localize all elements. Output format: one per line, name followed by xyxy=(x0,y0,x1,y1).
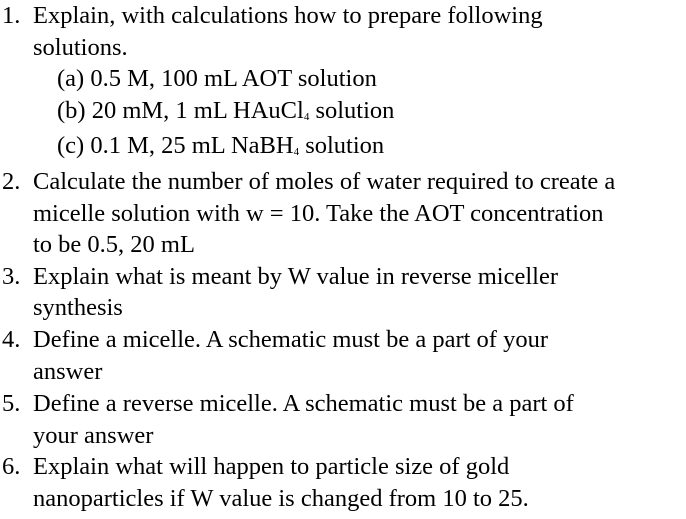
question-6-text-1: Explain what will happen to particle size of gold xyxy=(33,453,510,480)
question-3-text-1: Explain what is meant by W value in reverse miceller xyxy=(33,263,558,290)
item-b-text: (b) 20 mM, 1 mL HAuCl xyxy=(57,97,304,124)
question-1-item-b xyxy=(57,95,394,127)
question-6-number: 6. xyxy=(2,453,21,480)
question-3-number: 3. xyxy=(2,263,21,290)
question-2-text-3: to be 0.5, 20 mL xyxy=(33,231,195,258)
item-b-subscript: 4 xyxy=(303,111,310,123)
question-4-text-1: Define a micelle. A schematic must be a part of your xyxy=(33,326,549,353)
item-c-text: (c) 0.1 M, 25 mL NaBH xyxy=(57,132,294,159)
question-1-item-a xyxy=(57,63,377,95)
question-5-text-1: Define a reverse micelle. A schematic must be a part of xyxy=(33,390,574,417)
item-a-text: (a) 0.5 M, 100 mL AOT solution xyxy=(57,65,377,92)
question-4-text-2: answer xyxy=(33,358,103,385)
question-2-text-1: Calculate the number of moles of water required to create a xyxy=(33,168,616,195)
item-c-suffix: solution xyxy=(299,132,385,159)
question-1-number: 1. xyxy=(2,2,21,29)
item-b-suffix: solution xyxy=(309,97,395,124)
question-1-text-2: solutions. xyxy=(33,34,128,61)
question-2-text-2: micelle solution with w = 10. Take the AOT concentration xyxy=(33,200,604,227)
question-2-number: 2. xyxy=(2,168,21,195)
item-c-subscript: 4 xyxy=(293,146,300,158)
question-4-number: 4. xyxy=(2,326,21,353)
question-5-text-2: your answer xyxy=(33,422,154,449)
question-3-text-2: synthesis xyxy=(33,294,123,321)
question-1-text-1: Explain, with calculations how to prepare following xyxy=(33,2,543,29)
question-1-item-c xyxy=(57,130,384,162)
question-6-text-2: nanoparticles if W value is changed from 10 to 25. xyxy=(33,485,529,512)
question-5-number: 5. xyxy=(2,390,21,417)
